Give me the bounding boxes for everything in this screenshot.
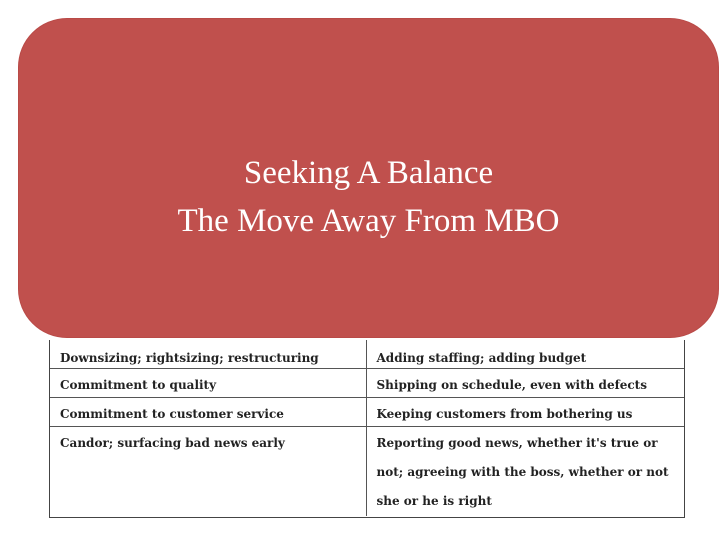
table-row [50,368,684,397]
comparison-table [49,340,685,518]
table-row [50,340,684,368]
table-cell: Reporting good news, whether it's true or not; agreeing with the boss, whether or not she or he is right [376,435,669,508]
title-line-1: Seeking A Balance [243,155,494,191]
table-cell: Candor; surfacing bad news early [50,426,366,516]
table-cell: Adding staffing; adding budget [366,340,684,368]
title-panel [19,19,718,337]
table-cell: Keeping customers from bothering us [366,397,684,426]
table-row [50,426,684,516]
table-cell: Commitment to customer service [50,397,366,426]
table-row [50,397,684,426]
table-cell: Commitment to quality [50,368,366,397]
slide-title [19,149,718,245]
table-cell: Downsizing; rightsizing; restructuring [50,340,366,368]
table-cell: Shipping on schedule, even with defects [366,368,684,397]
title-line-2: The Move Away From MBO [177,203,560,239]
